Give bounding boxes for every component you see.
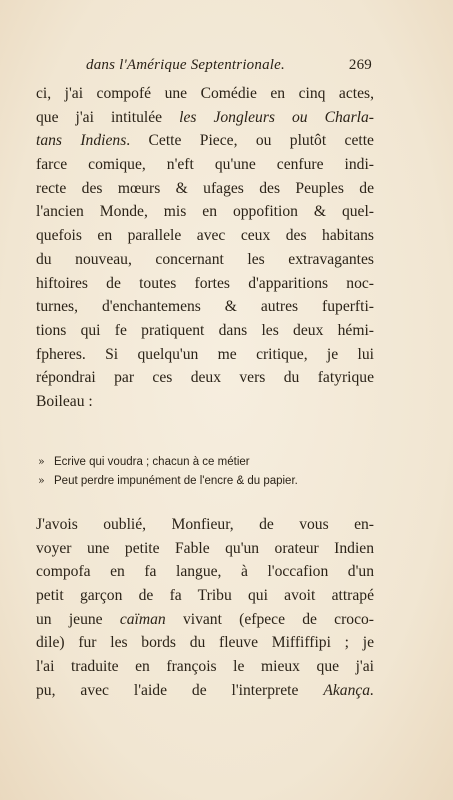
interpreter-name-italic: Akança.	[323, 681, 374, 699]
text-fragment: vivant (efpece de croco-	[165, 610, 374, 628]
text-line: recte des mœurs & ufages des Peuples de	[36, 179, 374, 197]
text-fragment: pu, avec l'aide de l'interprete	[36, 681, 324, 699]
verse-text: Ecrive qui voudra ; chacun à ce métier	[54, 456, 250, 468]
text-line: turnes, d'enchantemens & autres fuperfti-	[36, 298, 374, 316]
text-fragment: que j'ai intitulée	[36, 108, 180, 126]
verse-line	[38, 453, 368, 472]
text-line: J'avois oublié, Monfieur, de vous en-	[36, 516, 374, 533]
paragraph-2	[36, 513, 374, 703]
text-line: voyer une petite Fable qu'un orateur Indien	[36, 539, 374, 557]
text-line: quefois en parallele avec ceux des habitans	[36, 227, 374, 245]
text-line: du nouveau, concernant les extravagantes	[36, 250, 374, 268]
verse-line	[38, 472, 368, 491]
verse-quotation	[38, 453, 368, 490]
text-line: l'ai traduite en françois le mieux que j'ai	[36, 658, 374, 676]
text-line: répondrai par ces deux vers du fatyrique	[36, 369, 374, 387]
caiman-italic: caïman	[119, 610, 166, 628]
text-line: hiftoires de toutes fortes d'apparitions noc-	[36, 274, 374, 292]
book-title-italic: les Jongleurs ou Charla-	[179, 108, 374, 126]
text-line	[36, 106, 374, 130]
text-line	[36, 679, 374, 703]
page-number: 269	[348, 57, 372, 73]
text-line: dile) fur les bords du fleuve Miffiffipi ; je	[36, 634, 374, 652]
text-line: petit garçon de fa Tribu qui avoit attrapé	[36, 587, 374, 605]
book-title-italic: tans Indiens	[36, 132, 127, 150]
verse-text: Peut perdre impunément de l'encre & du papier.	[54, 474, 298, 487]
text-line: ci, j'ai compofé une Comédie en cinq actes,	[36, 85, 374, 102]
text-fragment: . Cette Piece, ou plutôt cette	[126, 132, 374, 150]
running-title: dans l'Amérique Septentrionale.	[86, 57, 285, 73]
running-header	[86, 57, 372, 74]
text-line: l'ancien Monde, mis en oppofition & quel-	[36, 203, 374, 221]
quote-mark: »	[38, 473, 45, 487]
text-line	[36, 608, 374, 632]
text-line: fpheres. Si quelqu'un me critique, je lui	[36, 345, 374, 363]
text-line: compofa en fa langue, à l'occafion d'un	[36, 563, 374, 581]
paragraph-1	[36, 82, 374, 414]
text-line: farce comique, n'eft qu'une cenfure indi-	[36, 156, 374, 174]
quote-mark: »	[38, 455, 45, 468]
text-line: Boileau :	[36, 392, 93, 410]
text-line	[36, 129, 374, 153]
text-line: tions qui fe pratiquent dans les deux hémi-	[36, 321, 374, 339]
text-fragment: un jeune	[36, 610, 120, 628]
